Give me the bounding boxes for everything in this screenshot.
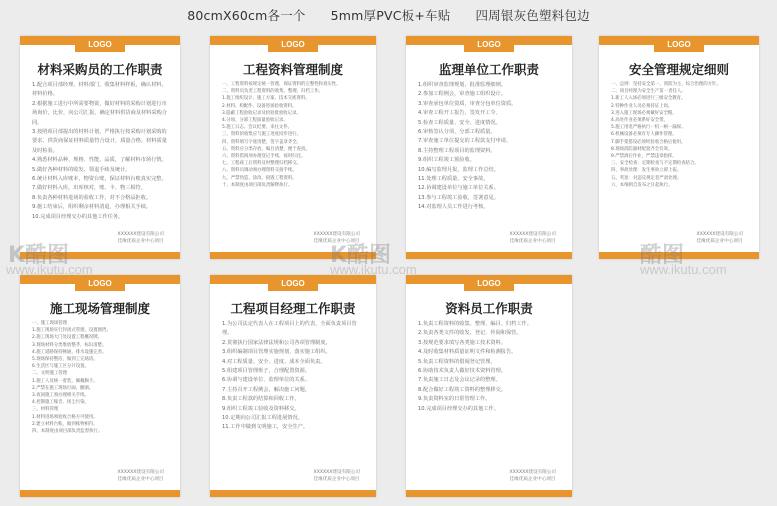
bottom-accent-bar [406,490,572,497]
clause-line: 2.根据施工进行中所需要物资，做好材料的采购计划进行市场询价，比价，向公司汇报，确定材料供货商及材料采购合同。 [32,100,167,126]
board-title: 安全管理规定细则 [628,62,729,77]
signature-block [118,231,164,245]
logo-badge: LOGO [268,38,318,52]
clause-line: 8.现场消防器材配置齐全有效。 [611,146,673,152]
clause-line: 5.施工日志、会议纪要、来往文件。 [222,125,293,131]
clause-line: 九、严禁伪造、涂改、损毁工程资料。 [222,175,297,181]
board-title: 资料员工作职责 [445,301,533,316]
clause-line: 9.施工结束后，组织剩余材料清退，办理相关手续。 [32,204,152,211]
clause-line: 5.负责工程资料的借阅登记管理。 [418,358,496,365]
board-body [222,320,364,433]
project-name: 佳缘优质企业中心项目 [313,477,360,482]
company-name: XXXXXX建设有限公司 [696,232,743,237]
clause-line: 1.新工人入场必须进行三级安全教育。 [611,96,686,102]
clause-line: 5.检查工程质量、安全、进度情况。 [418,119,501,126]
board-body [418,320,560,414]
clause-line: 4.熟悉材料品种、规格、性能、品质，了解材料市场行情。 [32,157,167,164]
clause-line: 七、工程竣工后资料及时整理归档移交。 [222,161,302,167]
clause-line: 六、本细则自发布之日起执行。 [611,182,673,188]
logo-badge: LOGO [75,277,125,291]
clause-line: 一、总则：坚持安全第一、预防为主、综合治理的方针。 [611,82,721,87]
clause-line: 二、资料员负责工程资料的收集、整理、归档工作。 [222,89,323,95]
logo-badge: LOGO [464,38,514,52]
clause-line: 8.负责工程款的结算和回收工作。 [222,396,300,403]
clause-line: 4.及时收集材料质量证明文件和检测报告。 [418,349,517,356]
board-body [418,81,560,213]
clause-line: 10.完成项目经理交办的其他工作任务。 [32,213,124,220]
signature-block [118,469,164,483]
signature-block [510,469,556,483]
company-name: XXXXXX建设有限公司 [117,470,164,475]
clause-line: 3.隐蔽工程验收记录及检验批验收记录。 [222,110,301,116]
clause-line: 2.贯彻执行国家法律法规和公司各项管理制度。 [222,339,331,346]
clause-line: 2.严禁在施工现场打闹、酗酒。 [32,385,94,391]
clause-line: 6.审核签认分项、分部工程质量。 [418,129,496,136]
project-name: 佳缘优质企业中心项目 [117,477,164,482]
signature-block [697,231,743,245]
clause-line: 5.现场保持整洁，做到工完场清。 [32,357,98,363]
board-body [32,320,168,435]
signboard [20,275,180,497]
clause-line: 1.施工现场实行封闭式管理，设置围挡。 [32,328,111,334]
signboard [599,36,759,259]
clause-line: 3.现场材料分类堆放整齐，标识清楚。 [32,342,107,348]
board-title: 监理单位工作职责 [438,62,539,77]
clause-line: 4.高处作业必须系好安全带。 [611,118,668,124]
logo-badge: LOGO [654,38,704,52]
clause-line: 1.材料进场须验收合格方可使用。 [32,414,98,420]
page-header: 80cmX60cm各一个 5mm厚PVC板+车贴 四周银灰色塑料包边 [187,8,590,23]
clause-line: 一、工程资料按规定统一管理，保证资料的完整性和真实性。 [222,82,341,87]
bottom-accent-bar [20,490,180,497]
clause-line: 2.负责各类文件的收发、登记、传阅和保管。 [418,330,522,337]
clause-line: 11.工作中做到文明施工，安全生产。 [222,424,309,431]
clause-line: 4.对工程质量、安全、进度、成本全面负责。 [222,358,326,365]
logo-badge: LOGO [75,38,125,52]
board-body [32,81,168,222]
clause-line: 6.机械设备必须有专人操作管理。 [611,132,677,138]
signboard [210,36,376,259]
clause-line: 2.建立材料台账，做到账物相符。 [32,421,98,427]
clause-line: 3.审查承包单位资质，审查分包单位资质。 [418,100,517,107]
clause-line: 6.协助技术负责人做好技术资料管理。 [418,368,506,375]
board-title: 工程资料管理制度 [242,62,343,77]
clause-line: 4.施工道路保持畅通，排水设施完善。 [32,349,107,355]
clause-line: 1.施工人员统一着装，佩戴胸卡。 [32,378,98,384]
signboard [406,36,572,259]
watermark-logo: K酷图 [8,243,70,268]
clause-line: 10.完成项目经理交办的其他工作。 [418,405,499,412]
company-name: XXXXXX建设有限公司 [313,232,360,237]
clause-line: 14.对监理人员工作进行考核。 [418,204,489,211]
clause-line: 7.做好材料入库，出库核对，账、卡、物三相符。 [32,185,146,192]
clause-line: 三、材料管理 [32,407,59,413]
clause-line: 8.配合做好工程竣工资料的整理移交。 [418,386,506,393]
clause-line: 5.组建项目管理班子，合理配置资源。 [222,368,310,375]
clause-line: 六、资料借阅须办理登记手续，按时归还。 [222,154,306,160]
clause-line: 9.组织工程竣工预验收。 [418,157,475,164]
clause-line: 4.审查工程开工报告，签发开工令。 [418,110,501,117]
clause-line: 五、资料应分类存放，编目清楚，便于查找。 [222,146,310,152]
company-name: XXXXXX建设有限公司 [509,470,556,475]
clause-line: 7.负责施工日志及会议记录的整理。 [418,377,501,384]
signature-block [314,469,360,483]
clause-line: 3.按照项目部提出的材料计划，严格执行按采购计划采购的要求，供货商保证材料质量符合设计，质量合格，材料质量及时检验。 [32,129,167,154]
clause-line: 9.严禁酒后作业，严禁违章指挥。 [611,154,677,160]
clause-line: 四、事故处理：发生事故立即上报。 [611,168,682,174]
watermark-logo: K酷图 [330,243,392,268]
clause-line: 八、资料员调动须办理资料交接手续。 [222,168,297,174]
clause-line: 7.主持召开工程例会，解决施工问题。 [222,386,310,393]
clause-line: 9.组织工程竣工验收及资料移交。 [222,405,300,412]
clause-line: 6.协调与建设单位、监理单位的关系。 [222,377,310,384]
project-name: 佳缘优质企业中心项目 [509,239,556,244]
clause-line: 四、本制度由项目部负责监督执行。 [32,429,103,435]
clause-line: 三、安全检查：定期检查与不定期检查结合。 [611,161,699,167]
bottom-accent-bar [406,252,572,259]
clause-line: 2.施工现场大门处设置工程概况牌。 [32,335,103,341]
clause-line: 3.进入施工现场必须戴好安全帽。 [611,110,677,116]
clause-line: 一、施工现场管理 [32,321,68,326]
clause-line: 1.施工组织设计、施工方案、技术交底资料。 [222,96,310,102]
project-name: 佳缘优质企业中心项目 [509,477,556,482]
clause-line: 6.统计材料入库账本，物资台账，保证材料台账真实完整。 [32,176,167,183]
project-name: 佳缘优质企业中心项目 [696,239,743,244]
clause-line: 1.组织审查监理规划，批准监理细则。 [418,82,506,88]
clause-line: 3.组织编制项目管理实施规划，落实施工组织。 [222,349,331,356]
clause-line: 2.特种作业人员必须持证上岗。 [611,103,673,109]
clause-line: 4.控制施工噪音、扬尘污染。 [32,400,89,406]
board-body [611,81,747,189]
logo-badge: LOGO [268,277,318,291]
signboard [406,275,572,497]
clause-line: 二、文明施工管理 [32,371,68,377]
board-title: 材料采购员的工作职责 [37,62,163,77]
signboard [20,36,180,259]
clause-line: 8.负责各种材料进场的验收工作，对不合格品拒收。 [32,194,152,201]
clause-line: 11.处理工程质量、安全事故。 [418,176,489,183]
signboard [210,275,376,497]
clause-line: 三、资料的收集应与施工进度同步进行。 [222,132,302,138]
clause-line: 二、项目经理为安全生产第一责任人。 [611,89,686,95]
watermark-text: www.ikutu.com [640,262,727,277]
bottom-accent-bar [210,490,376,497]
logo-badge: LOGO [464,277,514,291]
clause-line: 8.主持整理工程项目的监理资料。 [418,147,496,154]
company-name: XXXXXX建设有限公司 [117,232,164,237]
clause-line: 2.参加工程例会，审查施工组织设计。 [418,91,506,98]
clause-line: 1.为公司法定代表人在工程项目上的代表，全面负责项目管理。 [222,321,357,337]
clause-line: 4.分项、分部工程质量验收记录。 [222,118,288,124]
clause-line: 5.做好各种材料的收发、领退手续及统计。 [32,166,131,173]
company-name: XXXXXX建设有限公司 [313,470,360,475]
project-name: 佳缘优质企业中心项目 [117,239,164,244]
board-title: 工程项目经理工作职责 [230,301,356,316]
watermark-text: www.ikutu.com [6,262,93,277]
clause-line: 13.参与工程竣工验收，签署意见。 [418,194,499,201]
clause-line: 6.生活区与施工区分开设置。 [32,364,89,370]
clause-line: 9.负责资料室的日常管理工作。 [418,396,491,403]
board-body [222,81,364,189]
clause-line: 7.审查施工单位提交的工程款支付申请。 [418,138,512,145]
watermark-text: www.ikutu.com [330,262,417,277]
clause-line: 5.施工用电严格执行一机一闸一漏保。 [611,125,686,131]
clause-line: 10.定期向公司汇报工程进展情况。 [222,415,303,422]
clause-line: 五、奖惩：对违反规定者严肃处理。 [611,175,682,181]
clause-line: 1.配合项目部经理，材料部门，收集材料样板，确认材料，材料价格。 [32,82,167,98]
board-title: 施工现场管理制度 [49,301,150,316]
clause-line: 十、本制度由项目部负责解释执行。 [222,182,293,188]
signature-block [510,231,556,245]
clause-line: 1.负责工程资料的收集、整理、编目、归档工作。 [418,321,532,327]
clause-line: 7.脚手架搭设必须经验收合格后使用。 [611,139,686,145]
company-name: XXXXXX建设有限公司 [509,232,556,237]
project-name: 佳缘优质企业中心项目 [313,239,360,244]
clause-line: 3.按规范要求填写各类施工技术资料。 [418,339,506,346]
clause-line: 2.材料、构配件、设备进场验收资料。 [222,103,297,109]
clause-line: 3.夜间施工须办理相关手续。 [32,393,89,399]
watermark-logo: 酷图 [640,243,685,268]
clause-line: 四、资料填写字迹清楚，签字盖章齐全。 [222,139,302,145]
clause-line: 10.编写监理月报，监理工作总结。 [418,166,499,173]
clause-line: 12.协调建设单位与施工单位关系。 [418,185,499,192]
